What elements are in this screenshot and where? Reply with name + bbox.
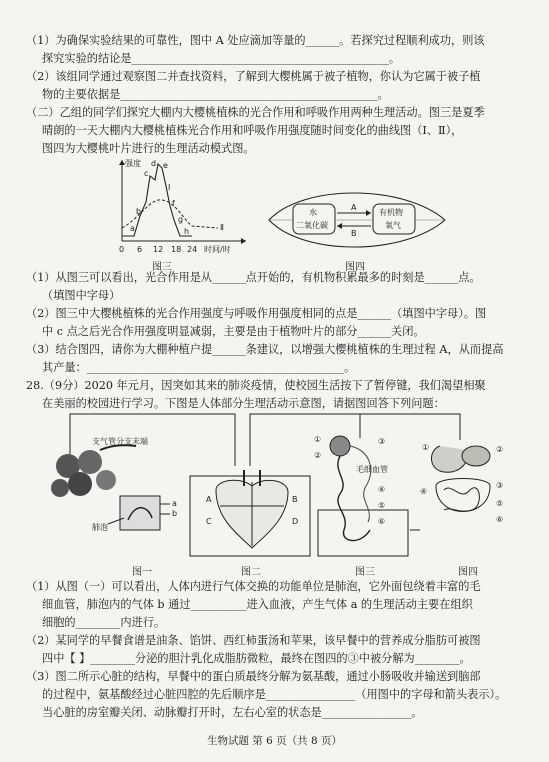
frame-box [318, 510, 408, 556]
body-fig-caption: 图三 [355, 567, 375, 578]
fig3-point-e: e [163, 161, 168, 170]
text-line: （2）该组同学通过观察图二并查找资料，了解到大樱桃属于被子植物，你认为它属于被子植 [26, 70, 481, 83]
fig2-label-C: C [206, 517, 212, 526]
fig3-label-5: ⑤ [378, 501, 386, 510]
text-line: 四中【 】________分泌的胆汁乳化成脂肪微粒，最终在图四的③中被分解为________。 [42, 652, 471, 665]
fig4-label-3: ③ [496, 481, 504, 490]
text-line: 晴朗的一天大棚内大樱桃植株光合作用和呼吸作用强度随时间变化的曲线图（Ⅰ、Ⅱ）， [42, 124, 463, 137]
fig3-point-h: h [184, 227, 190, 236]
fig3-tick: 24 [187, 245, 198, 254]
fig1-label-a: a [172, 499, 177, 508]
fig3-label-1: ① [314, 435, 322, 444]
fig3-tick: 12 [153, 245, 164, 254]
fig3-ylabel: 强度 [125, 159, 141, 168]
fig1-label-b: b [172, 509, 178, 518]
body-fig-caption: 图一 [132, 567, 152, 578]
text-line: 中 c 点之后光合作用强度明显减弱，主要是由于植物叶片的部分______关闭。 [42, 325, 425, 338]
text-line: 细胞的________内进行。 [42, 616, 166, 629]
fig4-label-2: ② [496, 445, 504, 454]
text-line: 其产量：______________________________________________。 [42, 361, 356, 374]
fig4-water: 水 [309, 208, 317, 217]
fig4-organic: 有机物 [379, 208, 403, 217]
text-line: （二）乙组的同学们探究大棚内大樱桃植株的光合作用和呼吸作用两种生理活动。图三是夏季 [26, 106, 485, 119]
text-line: 28.（9分）2020 年元月，因突如其来的肺炎疫情，使校园生活按下了暂停键，我们渴望相聚 [26, 379, 486, 392]
fig4-label-1: ① [422, 443, 430, 452]
fig3-tick: 6 [137, 245, 143, 254]
fig3-label-3: ③ [378, 437, 386, 446]
text-line: 细血管，肺泡内的气体 b 通过__________进入血液，产生气体 a 的生理活动主要在组织 [42, 598, 473, 611]
fig4-caption: 图四 [345, 262, 365, 273]
fig3-point-a: a [130, 224, 135, 233]
text-line: （填图中字母） [42, 289, 121, 302]
fig4-arrowhead-A [366, 210, 371, 216]
frame-line [340, 414, 460, 440]
fig4-leaf-diagram [263, 180, 453, 258]
fig2-label-A: A [206, 495, 212, 504]
fig3-point-b: b [136, 207, 142, 216]
fig2-heart [216, 470, 288, 548]
text-line: （1）从图三可以看出，光合作用是从______点开始的，有机物积累最多的时刻是______点。 [26, 271, 481, 284]
text-line: （1）从图（一）可以看出，人体内进行气体交换的功能单位是肺泡，它外面包绕着丰富的毛 [26, 580, 481, 593]
fig1-label-alveolus: 肺泡 [92, 523, 108, 532]
body-fig-caption: 图二 [241, 567, 261, 578]
fig3-tick: 0 [119, 245, 125, 254]
fig3-label-6: ⑥ [378, 517, 386, 526]
text-line: 探究实验的结论是______________________________________________。 [42, 52, 401, 65]
fig1-alveoli [51, 445, 170, 530]
text-line: 物的主要依据是______________________________________________。 [42, 88, 389, 101]
text-line: 在美丽的校园进行学习。下图是人体部分生理活动示意图，请据图回答下列问题： [42, 397, 445, 410]
text-line: （2）某同学的早餐食谱是油条、馅饼、西红柿蛋汤和苹果，该早餐中的营养成分脂肪可被图 [26, 634, 481, 647]
body-fig-caption: 图四 [458, 567, 478, 578]
fig3-tick: 18 [171, 245, 182, 254]
fig3-point-d: d [151, 159, 157, 168]
fig3-xlabel: 时间/时 [204, 245, 231, 254]
fig3-chart [100, 156, 250, 258]
text-line: 图四为大樱桃叶片进行的生理活动模式图。 [42, 142, 255, 155]
fig3-label-2: ② [314, 451, 322, 460]
fig3-nephron [330, 436, 371, 541]
fig1-label-bronchiole: 支气管分支末端 [92, 437, 148, 446]
page-footer: 生物试题 第 6 页（共 8 页） [206, 735, 343, 747]
text-line: 的过程中，氨基酸经过心脏四腔的先后顺序是________________（用图中的字母和箭头表示）。 [42, 688, 507, 701]
fig4-label-5: ⑤ [496, 499, 504, 508]
fig4-oxygen: 氧气 [385, 221, 401, 230]
fig4-label-6: ⑥ [496, 515, 504, 524]
fig3-label-4: ④ [378, 485, 386, 494]
fig2-label-D: D [292, 517, 299, 526]
text-line: （3）图二所示心脏的结构，早餐中的蛋白质最终分解为氨基酸，通过小肠吸收并输送到脑部 [26, 670, 481, 683]
fig4-co2: 二氧化碳 [296, 221, 328, 230]
text-line: （1）为确保实验结果的可靠性，图中 A 处应滴加等量的______。若探究过程顺利成功，则该 [26, 34, 485, 47]
fig3-x-arrow [241, 238, 246, 244]
fig3-caption: 图三 [152, 262, 172, 273]
fig4-digestive [431, 446, 490, 512]
fig4-label-4: ④ [420, 487, 428, 496]
fig3-point-g: g [178, 215, 184, 224]
fig3-curve-label-I: Ⅰ [168, 183, 171, 192]
fig4-A: A [351, 203, 357, 212]
text-line: （2）图三中大樱桃植株的光合作用强度与呼吸作用强度相同的点是______（填图中字母）。图 [26, 307, 487, 320]
text-line: （3）结合图四，请你为大棚种植户提______条建议，以增强大樱桃植株的生理过程 A，从而提高 [26, 343, 504, 356]
fig3-label-capillary: 毛细血管 [356, 465, 388, 474]
fig4-B: B [351, 229, 357, 238]
fig3-point-c: c [144, 169, 149, 178]
fig4-arrowhead-B [337, 223, 342, 229]
fig2-label-B: B [292, 495, 298, 504]
fig3-point-f: f [172, 199, 175, 208]
body-figures [40, 410, 520, 568]
text-line: 当心脏的房室瓣关闭、动脉瓣打开时，左右心室的状态是________________。 [42, 706, 423, 719]
fig3-curve-label-II: Ⅱ [220, 223, 224, 232]
